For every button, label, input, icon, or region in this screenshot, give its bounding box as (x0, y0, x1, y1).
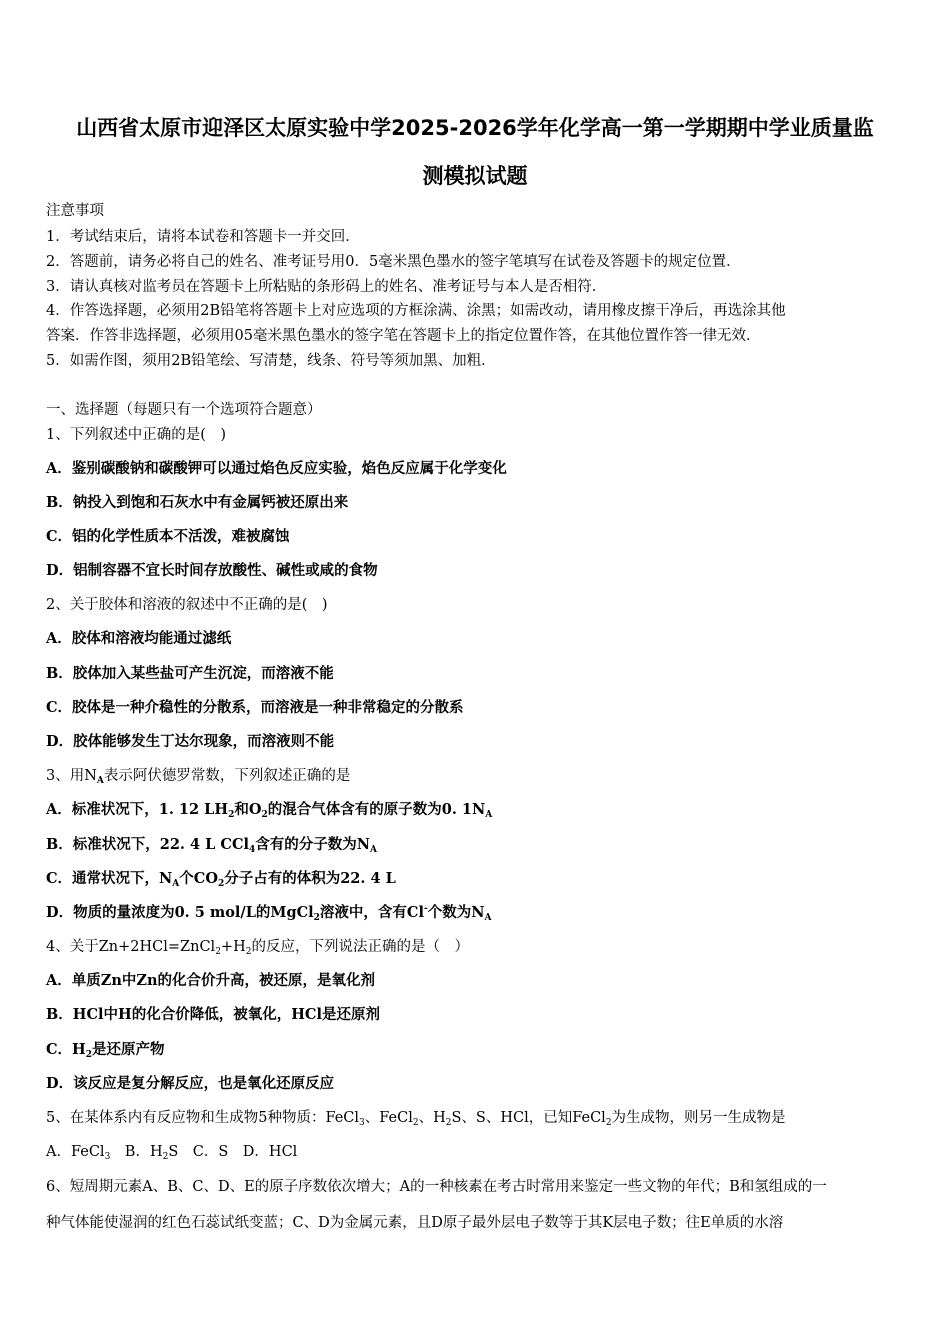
section-heading: 一、选择题（每题只有一个选项符合题意） (46, 402, 322, 418)
subscript: 2 (228, 810, 235, 820)
superscript: - (423, 904, 428, 914)
notice-item-4-continued: 答案．作答非选择题，必须用05毫米黑色墨水的签字笔在答题卡上的指定位置作答，在其他位置作答一律无效． (46, 328, 761, 344)
subscript: A (370, 845, 378, 855)
text-run: 和O (234, 801, 262, 818)
question-2-option-b: B．胶体加入某些盐可产生沉淀，而溶液不能 (46, 665, 334, 682)
text-run: 为生成物，则另一生成物是 (611, 1110, 786, 1126)
subscript: 2 (605, 1118, 612, 1128)
question-4-option-b: B．HCl中H的化合价降低，被氧化，HCl是还原剂 (46, 1006, 380, 1023)
question-2-stem: 2、关于胶体和溶液的叙述中不正确的是( ) (46, 597, 328, 613)
subscript: 4 (249, 845, 256, 855)
subscript: 2 (162, 1152, 169, 1162)
notice-item-3: 3．请认真核对监考员在答题卡上所粘贴的条形码上的姓名、准考证号与本人是否相符． (46, 279, 607, 295)
subscript: A (484, 913, 492, 923)
question-3-option-c (46, 869, 916, 889)
question-5-stem (46, 1108, 916, 1128)
page-title: 山西省太原市迎泽区太原实验中学2025-2026学年化学高一第一学期期中学业质量监 (76, 116, 874, 140)
question-3-stem-text-rest: 表示阿伏德罗常数，下列叙述正确的是 (103, 768, 351, 784)
subscript: 2 (412, 1118, 419, 1128)
question-4-option-c (46, 1040, 916, 1060)
question-2-option-d: D．胶体能够发生丁达尔现象，而溶液则不能 (46, 733, 335, 750)
text-run: 、FeCl (364, 1110, 413, 1126)
question-5-options (46, 1142, 916, 1162)
text-run: 是还原产物 (92, 1041, 165, 1058)
text-run: D．物质的量浓度为0. 5 mol/L的MgCl (46, 904, 314, 921)
text-run: 、H (418, 1110, 446, 1126)
question-4-option-a: A．单质Zn中Zn的化合价升高，被还原，是氧化剂 (46, 972, 376, 989)
subscript: A (172, 879, 180, 889)
text-run: S C．S D．HCl (168, 1144, 298, 1160)
text-run: 4、关于Zn+2HCl=ZnCl (46, 939, 216, 955)
notice-item-4: 4．作答选择题，必须用2B铅笔将答题卡上对应选项的方框涂满、涂黑；如需改动，请用橡皮擦干净后，再选涂其他 (46, 303, 786, 319)
text-run: S、S、HCl，已知FeCl (451, 1110, 606, 1126)
subscript: 2 (245, 947, 252, 957)
question-1-option-b: B．钠投入到饱和石灰水中有金属钙被还原出来 (46, 494, 349, 511)
question-3-stem-text: 3、用N (46, 768, 97, 784)
subscript: 2 (261, 810, 268, 820)
question-3-option-b (46, 835, 916, 855)
subscript: A (485, 810, 493, 820)
question-1-stem: 1、下列叙述中正确的是( ) (46, 427, 227, 443)
notice-heading: 注意事项 (46, 203, 104, 219)
question-1-option-c: C．铝的化学性质本不活泼，难被腐蚀 (46, 528, 290, 545)
question-2-option-c: C．胶体是一种介稳性的分散系，而溶液是一种非常稳定的分散系 (46, 699, 464, 716)
question-4-stem (46, 937, 916, 957)
text-run: +H (220, 939, 246, 955)
text-run: 分子占有的体积为22. 4 L (224, 870, 396, 887)
subscript: 3 (359, 1118, 365, 1128)
question-4-option-d: D．该反应是复分解反应，也是氧化还原反应 (46, 1075, 335, 1092)
subscript: 2 (313, 913, 320, 923)
text-run: 个数为N (427, 904, 485, 921)
text-run: B．标准状况下，22. 4 L CCl (46, 836, 249, 853)
notice-item-2: 2．答题前，请务必将自己的姓名、准考证号用0．5毫米黑色墨水的签字笔填写在试卷及答题卡的规定位置． (46, 254, 741, 270)
notice-item-1: 1．考试结束后，请将本试卷和答题卡一并交回． (46, 229, 360, 245)
subscript: 3 (104, 1152, 111, 1162)
subscript: 2 (85, 1050, 93, 1060)
text-run: 的混合气体含有的原子数为0. 1N (267, 801, 486, 818)
notice-item-5: 5．如需作图，须用2B铅笔绘、写清楚，线条、符号等须加黑、加粗． (46, 353, 496, 369)
question-3-stem (46, 766, 916, 786)
question-6-stem-continued: 种气体能使湿润的红色石蕊试纸变蓝；C、D为金属元素，且D原子最外层电子数等于其K层电子数；往E单质的水溶 (46, 1215, 784, 1231)
text-run: C．H (46, 1041, 86, 1058)
subscript: 2 (215, 947, 221, 957)
text-run: 的反应，下列说法正确的是（ ） (251, 939, 469, 955)
text-run: A．标准状况下，1. 12 LH (46, 801, 229, 818)
question-1-option-a: A．鉴别碳酸钠和碳酸钾可以通过焰色反应实验，焰色反应属于化学变化 (46, 460, 507, 477)
subscript: 2 (445, 1118, 452, 1128)
question-3-option-d (46, 903, 916, 923)
question-6-stem: 6、短周期元素A、B、C、D、E的原子序数依次增大；A的一种核素在考古时常用来鉴定一些文物的年代；B和氢组成的一 (46, 1179, 827, 1195)
text-run: 个CO (179, 870, 218, 887)
question-1-option-d: D．铝制容器不宜长时间存放酸性、碱性或咸的食物 (46, 562, 378, 579)
text-run: 5、在某体系内有反应物和生成物5种物质：FeCl (46, 1110, 360, 1126)
text-run: 含有的分子数为N (255, 836, 371, 853)
text-run: C．通常状况下，N (46, 870, 173, 887)
page-title-continued: 测模拟试题 (422, 164, 528, 188)
subscript: 2 (217, 879, 225, 889)
text-run: B．H (110, 1144, 163, 1160)
text-run: A．FeCl (46, 1144, 105, 1160)
question-3-stem-subscript: A (96, 776, 104, 786)
question-2-option-a: A．胶体和溶液均能通过滤纸 (46, 630, 232, 647)
question-3-option-a (46, 800, 916, 820)
text-run: 溶液中，含有Cl (319, 904, 424, 921)
